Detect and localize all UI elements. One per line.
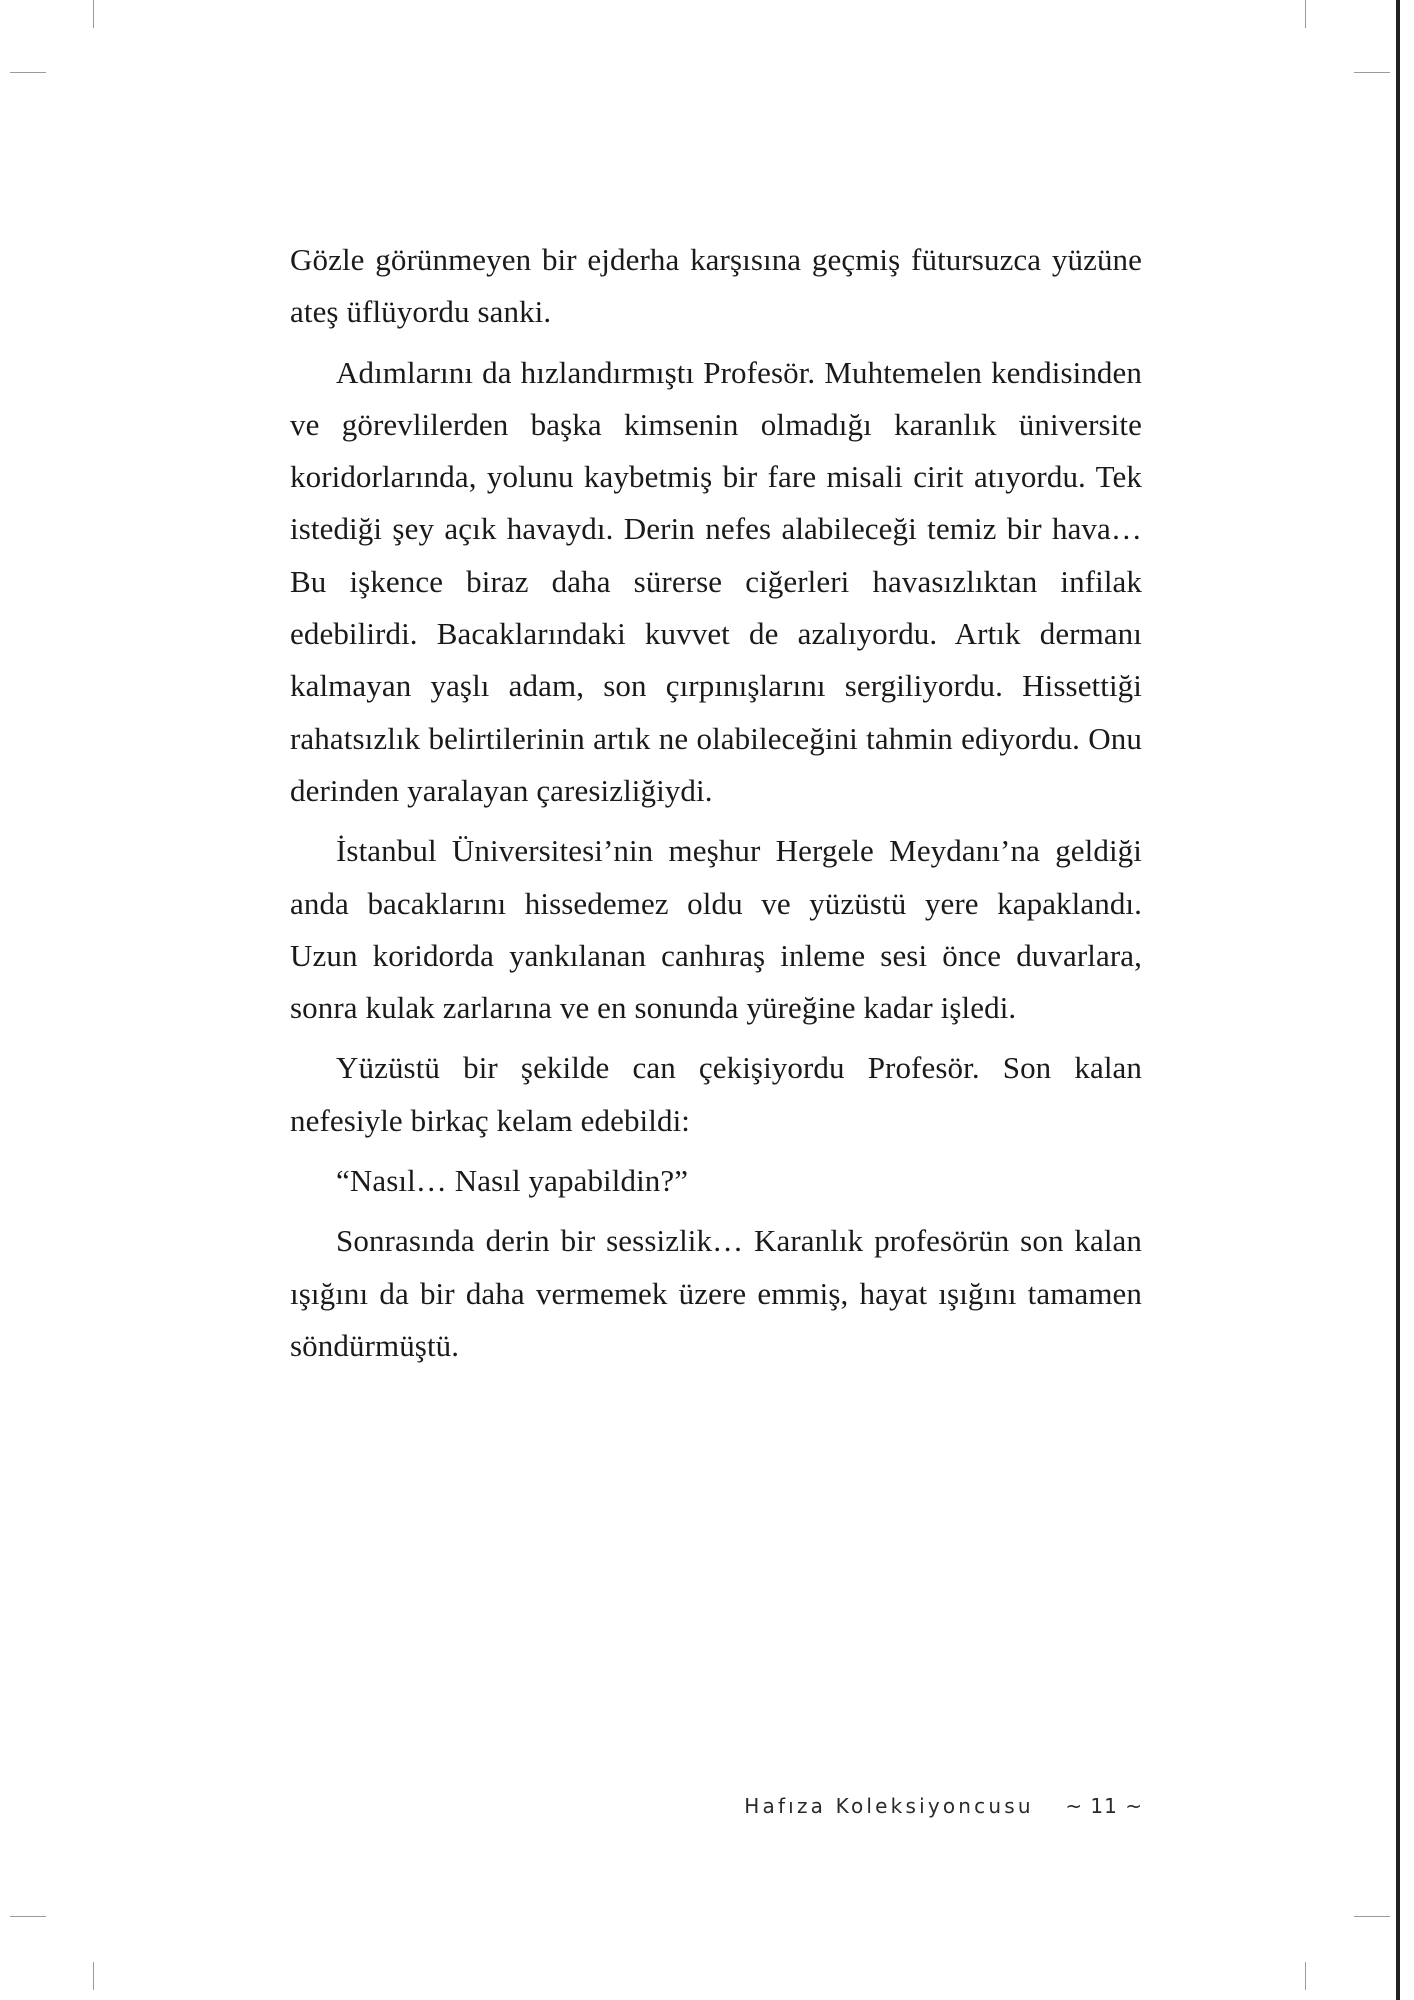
crop-mark-bottom-left-horizontal	[10, 1916, 46, 1917]
paragraph: Yüzüstü bir şekilde can çekişiyordu Profesör. Son kalan nefesiyle birkaç kelam edebildi:	[290, 1050, 1142, 1138]
running-footer	[744, 1794, 1143, 1818]
paragraph: İstanbul Üniversitesi’nin meşhur Hergele Meydanı’na geldiği anda bacaklarını hissedemez oldu ve yüzüstü yere kapaklandı. Uzun koridorda yankılanan canhıraş inleme sesi önce duvarlara, sonra kulak zarlarına ve en sonunda yüreğine kadar işledi.	[290, 833, 1142, 1026]
crop-mark-top-right-vertical	[1305, 0, 1306, 28]
crop-mark-top-right-horizontal	[1354, 72, 1390, 73]
body-text	[290, 234, 1142, 1380]
paragraph: Gözle görünmeyen bir ejderha karşısına geçmiş fütursuzca yüzüne ateş üflüyordu sanki.	[290, 242, 1142, 330]
paragraph: Sonrasında derin bir sessizlik… Karanlık profesörün son kalan ışığını da bir daha vermemek üzere emmiş, hayat ışığını tamamen söndürmüştü.	[290, 1223, 1142, 1363]
paragraph: Adımlarını da hızlandırmıştı Profesör. Muhtemelen kendisinden ve görevlilerden başka kimsenin olmadığı karanlık üniversite koridorlarında, yolunu kaybetmiş bir fare misali cirit atıyordu. Tek istediği şey açık havaydı. Derin nefes alabileceği temiz bir hava… Bu işkence biraz daha sürerse ciğerleri havasızlıktan infilak edebilirdi. Bacaklarındaki kuvvet de azalıyordu. Artık dermanı kalmayan yaşlı adam, son çırpınışlarını sergiliyordu. Hissettiği rahatsızlık belirtilerinin artık ne olabileceğini tahmin ediyordu. Onu derinden yaralayan çaresizliğiydi.	[290, 354, 1142, 808]
crop-mark-top-left-horizontal	[10, 72, 46, 73]
crop-mark-bottom-right-horizontal	[1354, 1916, 1390, 1917]
crop-mark-top-left-vertical	[93, 0, 94, 28]
page-edge-line	[1396, 0, 1400, 2000]
crop-mark-bottom-left-vertical	[93, 1962, 94, 1990]
dialogue-line: “Nasıl… Nasıl yapabildin?”	[336, 1163, 689, 1199]
crop-mark-bottom-right-vertical	[1305, 1962, 1306, 1990]
book-title: Hafıza Koleksiyoncusu	[744, 1794, 1034, 1818]
page-number: ~ 11 ~	[1065, 1794, 1143, 1818]
